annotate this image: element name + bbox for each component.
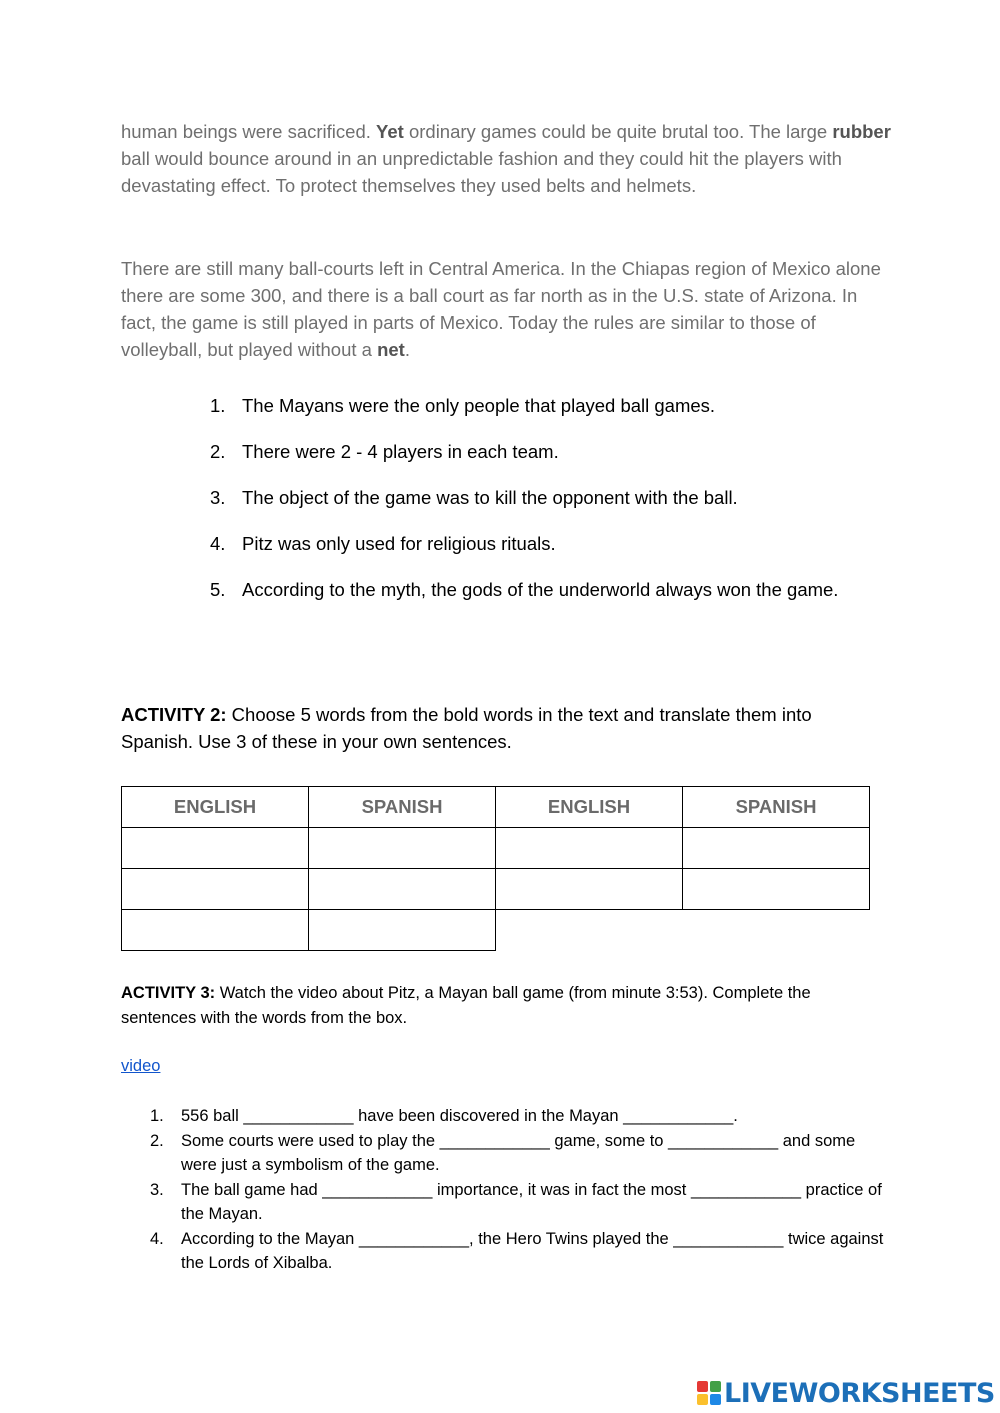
reading-paragraph-1 — [121, 118, 891, 199]
answer-cell[interactable] — [683, 828, 870, 869]
bold-word: net — [377, 339, 405, 360]
logo-square — [710, 1381, 721, 1392]
video-link[interactable]: video — [121, 1057, 161, 1075]
empty-cell — [496, 910, 683, 951]
activity-3-text: Watch the video about Pitz, a Mayan ball game (from minute 3:53). Complete the sentences with the words from the box. — [121, 984, 811, 1027]
statement-text: Pitz was only used for religious rituals. — [242, 533, 556, 554]
header-english: ENGLISH — [122, 787, 309, 828]
logo-square — [710, 1394, 721, 1405]
sentence-text: The ball game had ____________ importance, it was in fact the most ____________ practice of the Mayan. — [181, 1180, 882, 1223]
logo-text: LIVEWORKSHEETS — [724, 1377, 995, 1409]
statement-text: According to the myth, the gods of the underworld always won the game. — [242, 579, 839, 600]
sentence-number: 1. — [150, 1107, 164, 1125]
statement-number: 3. — [210, 487, 226, 508]
answer-cell[interactable] — [496, 828, 683, 869]
statement-number: 5. — [210, 579, 226, 600]
statement-item — [206, 530, 856, 557]
logo-square — [697, 1394, 708, 1405]
table-row — [122, 910, 870, 951]
sentence-text: According to the Mayan ____________, the Hero Twins played the ____________ twice against the Lords of Xibalba. — [181, 1229, 884, 1272]
answer-cell[interactable] — [122, 910, 309, 951]
statement-text: There were 2 - 4 players in each team. — [242, 441, 559, 462]
statement-number: 2. — [210, 441, 226, 462]
sentence-number: 3. — [150, 1180, 164, 1199]
empty-cell — [683, 910, 870, 951]
statement-item — [206, 438, 856, 465]
logo-square — [697, 1381, 708, 1392]
fill-in-sentences — [150, 1104, 885, 1276]
answer-cell[interactable] — [309, 828, 496, 869]
table-row — [122, 828, 870, 869]
sentence-text: Some courts were used to play the ____________ game, some to ____________ and some were just a symbolism of the game. — [181, 1131, 856, 1174]
sentence-text: 556 ball ____________ have been discovered in the Mayan ____________. — [181, 1107, 738, 1125]
answer-cell[interactable] — [683, 869, 870, 910]
text-run: There are still many ball-courts left in Central America. In the Chiapas region of Mexico alone there are some 300, and there is a ball court as far north as in the U.S. state of Arizona. In fact, the game is still played in parts of Mexico. Today the rules are similar to those of volleyball, but played without a — [121, 258, 881, 360]
answer-cell[interactable] — [122, 828, 309, 869]
fill-sentence-item — [150, 1227, 885, 1276]
answer-cell[interactable] — [122, 869, 309, 910]
logo-grid-icon — [697, 1381, 721, 1405]
statement-item — [206, 392, 856, 419]
table-row — [122, 869, 870, 910]
text-run: ordinary games could be quite brutal too. The large — [403, 121, 833, 142]
fill-sentence-item — [150, 1178, 885, 1227]
table-header-row — [122, 787, 870, 828]
text-run: . — [404, 339, 410, 360]
vocabulary-table — [121, 786, 870, 951]
header-spanish: SPANISH — [683, 787, 870, 828]
header-english: ENGLISH — [496, 787, 683, 828]
sentence-number: 2. — [150, 1131, 164, 1150]
reading-paragraph-2 — [121, 255, 891, 363]
answer-cell[interactable] — [309, 910, 496, 951]
fill-sentence-item — [150, 1104, 885, 1129]
statement-item — [206, 484, 856, 511]
sentence-number: 4. — [150, 1229, 164, 1248]
bold-word: Yet — [376, 121, 404, 142]
statement-number: 4. — [210, 533, 226, 554]
statement-text: The Mayans were the only people that played ball games. — [242, 395, 716, 416]
answer-cell[interactable] — [309, 869, 496, 910]
activity-2-instructions — [121, 701, 881, 755]
bold-word: rubber — [832, 121, 891, 142]
statement-item — [206, 567, 856, 613]
activity-3-instructions — [121, 981, 881, 1031]
fill-sentence-item — [150, 1129, 885, 1178]
statement-text: The object of the game was to kill the opponent with the ball. — [242, 487, 738, 508]
answer-cell[interactable] — [496, 869, 683, 910]
header-spanish: SPANISH — [309, 787, 496, 828]
activity-2-label: ACTIVITY 2: — [121, 704, 227, 725]
text-run: human beings were sacrificed. — [121, 121, 377, 142]
liveworksheets-logo — [697, 1377, 995, 1409]
true-false-statements — [206, 392, 856, 632]
statement-number: 1. — [210, 395, 226, 416]
text-run: ball would bounce around in an unpredictable fashion and they could hit the players with devastating effect. To protect themselves they used belts and helmets. — [121, 148, 842, 196]
activity-3-label: ACTIVITY 3: — [121, 984, 216, 1002]
activity-2-text: Choose 5 words from the bold words in the text and translate them into Spanish. Use 3 of these in your own sentences. — [121, 704, 812, 752]
